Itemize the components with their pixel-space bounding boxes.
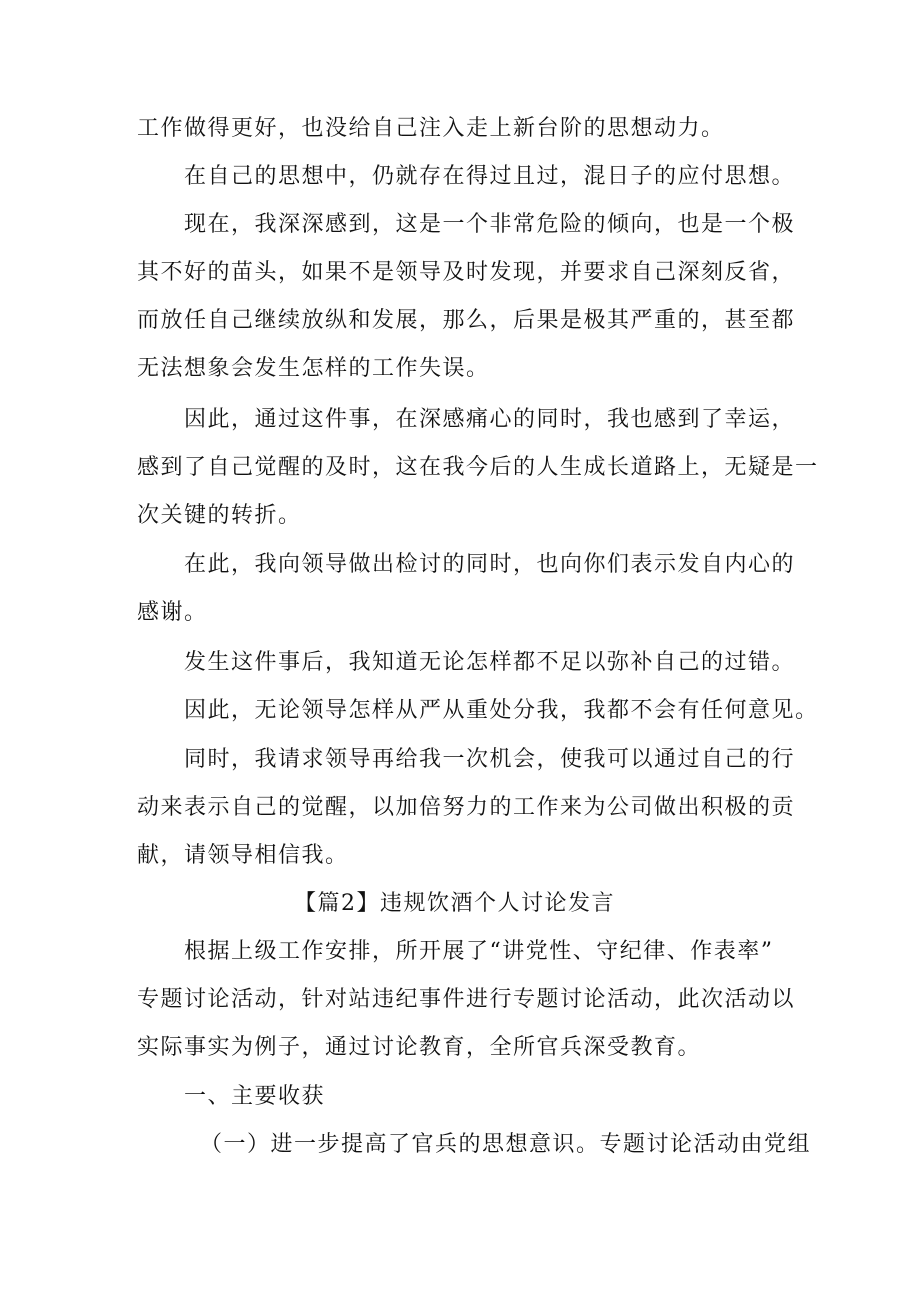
text-line: 工作做得更好，也没给自己注入走上新台阶的思想动力。 [137,116,725,141]
text-line: 感谢。 [137,600,208,625]
text-line: 在此，我向领导做出检讨的同时，也向你们表示发自内心的 [184,552,796,577]
text-line: 实际事实为例子，通过讨论教育，全所官兵深受教育。 [137,1035,702,1060]
text-line: 动来表示自己的觉醒，以加倍努力的工作来为公司做出积极的贡 [137,795,796,820]
text-line: （一）进一步提高了官兵的思想意识。专题讨论活动由党组 [200,1132,812,1157]
text-line: 因此，无论领导怎样从严从重处分我，我都不会有任何意见。 [184,698,819,723]
section-heading: 【篇2】违规饮酒个人讨论发言 [294,891,615,916]
text-line: 其不好的苗头，如果不是领导及时发现，并要求自己深刻反省， [137,260,796,285]
text-line: 根据上级工作安排，所开展了“讲党性、守纪律、作表率” [184,939,774,964]
text-line: 现在，我深深感到，这是一个非常危险的倾向，也是一个极 [184,212,796,237]
text-line: 发生这件事后，我知道无论怎样都不足以弥补自己的过错。 [184,650,796,675]
text-line: 感到了自己觉醒的及时，这在我今后的人生成长道路上，无疑是一 [137,455,819,480]
text-line: 无法想象会发生怎样的工作失误。 [137,356,490,381]
text-line: 次关键的转折。 [137,503,302,528]
text-line: 专题讨论活动，针对站违纪事件进行专题讨论活动，此次活动以 [137,987,796,1012]
text-line: 献，请领导相信我。 [137,843,349,868]
text-line: 在自己的思想中，仍就存在得过且过，混日子的应付思想。 [184,164,796,189]
text-line: 同时，我请求领导再给我一次机会，使我可以通过自己的行 [184,747,796,772]
subsection-heading: 一、主要收获 [184,1084,326,1109]
text-line: 因此，通过这件事，在深感痛心的同时，我也感到了幸运， [184,407,796,432]
text-line: 而放任自己继续放纵和发展，那么，后果是极其严重的，甚至都 [137,308,796,333]
